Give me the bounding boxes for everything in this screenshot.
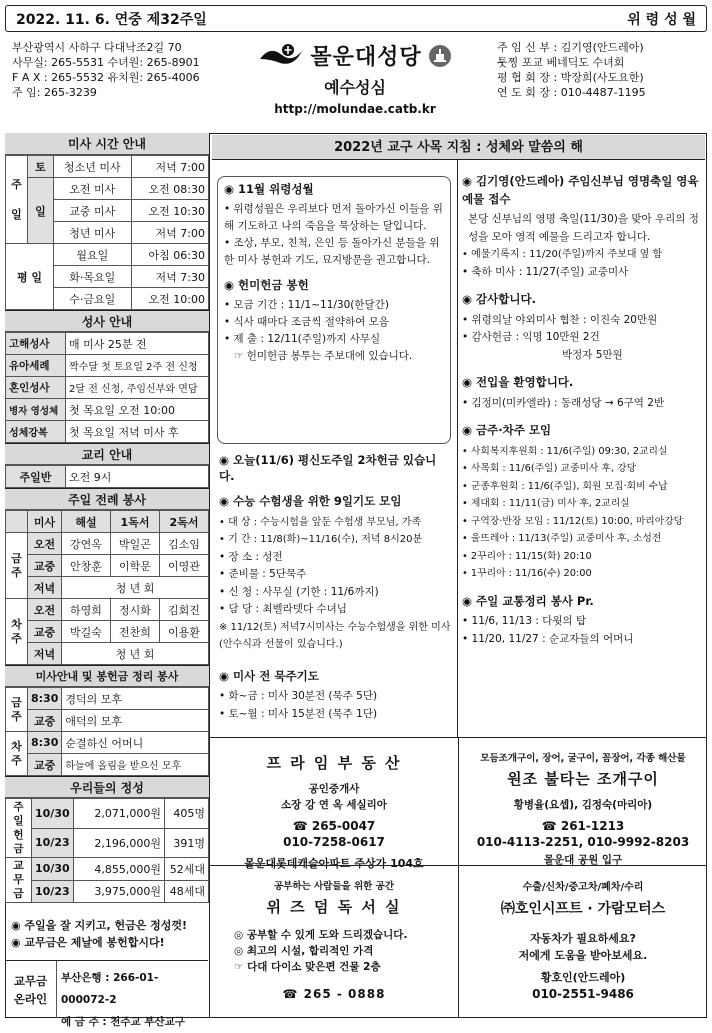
mass-time: 아침 06:30 bbox=[131, 244, 208, 266]
notice-item: • 감사헌금 : 익명 10만원 2건 bbox=[462, 329, 702, 347]
class-time: 오전 9시 bbox=[66, 466, 209, 488]
sacrament-title: 성사 안내 bbox=[5, 310, 209, 332]
ad-line: 공부하는 사람들을 위한 공간 bbox=[273, 881, 395, 892]
ad-motors bbox=[458, 865, 707, 1018]
rosary-notice bbox=[217, 654, 451, 724]
middle-column bbox=[217, 176, 451, 723]
gyomu-label: 교 무 금 bbox=[6, 858, 32, 903]
notice-item: • 제 출 : 12/11(주일)까지 사무실 bbox=[224, 331, 444, 348]
sacrament-info: 짝수달 첫 토요일 2주 전 신청 bbox=[66, 355, 209, 377]
sacrament-table bbox=[5, 332, 209, 443]
ad-line: 소장 강 연 옥 세실리아 bbox=[281, 799, 387, 811]
ad-line: 저에게 도움을 받아보세요. bbox=[518, 949, 648, 962]
guide-mass: 8:30 bbox=[28, 732, 62, 754]
notice-title: ◉ 헌미헌금 봉헌 bbox=[224, 278, 309, 292]
notice-item: • 11/20, 11/27 : 순교자들의 어머니 bbox=[462, 631, 702, 649]
next-week-label: 차 주 bbox=[6, 732, 28, 776]
notice-item: • 담 당 : 최벨라뎃다 수녀님 bbox=[219, 601, 451, 619]
notice-item: • 준비물 : 5단묵주 bbox=[219, 566, 451, 584]
notice-item: • 1꾸리아 : 11/16(수) 20:00 bbox=[462, 565, 702, 583]
mass-name: 교중 미사 bbox=[54, 200, 132, 222]
offering-title: 우리들의 정성 bbox=[5, 776, 209, 798]
phone-line: 주 임: 265-3239 bbox=[12, 86, 97, 99]
mass-time: 저녁 7:30 bbox=[131, 266, 208, 288]
church-subtitle: 예수성심 bbox=[324, 78, 386, 97]
guide-group: 순결하신 어머니 bbox=[62, 732, 209, 754]
sacrament-name: 병자 영성체 bbox=[6, 399, 66, 421]
sunday-label: 주 일 bbox=[6, 156, 28, 244]
ad-name: 위 즈 덤 독 서 실 bbox=[266, 898, 402, 916]
ad-address: 몰운대 공원 입구 bbox=[543, 854, 623, 866]
guide-mass: 교중 bbox=[28, 754, 62, 776]
sacrament-name: 고해성사 bbox=[6, 333, 66, 355]
ad-line: 모듬조개구이, 장어, 굴구이, 꼼장어, 각종 해산물 bbox=[480, 753, 686, 764]
duty-head: 1독서 bbox=[111, 511, 160, 533]
notice-note: ※ 11/12(토) 저녁7시미사는 수능수험생을 위한 미사 (안수식과 선물이 있습니다.) bbox=[219, 621, 451, 650]
notice-title: ◉ 금주·차주 모임 bbox=[462, 423, 552, 437]
guide-mass: 교중 bbox=[28, 710, 62, 732]
notice-item: • 김정미(미카엘라) : 동래성당 → 6구역 2반 bbox=[462, 395, 702, 413]
sacrament-info: 첫 목요일 오전 10:00 bbox=[66, 399, 209, 421]
notice-item: • 축하 미사 : 11/27(주일) 교중미사 bbox=[462, 264, 702, 282]
notice-item: • 화~금 : 미사 30분전 (묵주 5단) bbox=[219, 688, 451, 706]
notice-box bbox=[217, 176, 451, 444]
duty-group: 청 년 회 bbox=[62, 643, 209, 665]
column-divider bbox=[457, 160, 458, 737]
offering-count: 52세대 bbox=[165, 858, 209, 881]
offering-date: 10/30 bbox=[32, 799, 74, 829]
duty-person: 이학문 bbox=[111, 555, 160, 577]
month-theme: 위 령 성 월 bbox=[627, 11, 696, 28]
notice-item: • 장 소 : 성전 bbox=[219, 549, 451, 567]
mass-times-title: 미사 시간 안내 bbox=[5, 133, 209, 155]
online-box bbox=[5, 960, 208, 1028]
ad-phone: ☎ 265 - 0888 bbox=[282, 987, 386, 1001]
mass-name: 수·금요일 bbox=[54, 288, 132, 310]
notice-item: • 사목회 : 11/6(주일) 교중미사 후, 강당 bbox=[462, 460, 702, 478]
yeondo-line: 연 도 회 장 : 010-4487-1195 bbox=[497, 86, 646, 99]
notice-item: • 군종후원회 : 11/6(주일), 회원 모집·회비 수납 bbox=[462, 478, 702, 496]
guide-group: 하늘에 올림을 받으신 모후 bbox=[62, 754, 209, 776]
ad-phone: 010-4113-2251, 010-9992-8203 bbox=[476, 835, 690, 849]
ad-studyroom bbox=[210, 865, 458, 1018]
sisters-line: 툿찡 포교 베네딕도 수녀회 bbox=[497, 56, 625, 69]
notice-title: ◉ 11월 위령성월 bbox=[224, 182, 314, 196]
ad-phone: 010-7258-0617 bbox=[283, 835, 385, 849]
bank-account: 부산은행 : 266-01-000072-2 bbox=[61, 972, 159, 1006]
duty-person: 김소임 bbox=[160, 533, 209, 555]
main-title: 2022년 교구 사목 지침 : 성체와 말씀의 해 bbox=[212, 135, 705, 160]
duty-person: 박일곤 bbox=[111, 533, 160, 555]
duty-head: 해설 bbox=[62, 511, 111, 533]
notice-title: ◉ 미사 전 묵주기도 bbox=[219, 668, 319, 683]
notice-title: ◉ 수능 수험생을 위한 9일기도 모임 bbox=[219, 494, 402, 508]
offering-count: 48세대 bbox=[165, 880, 209, 903]
duty-head: 미사 bbox=[28, 511, 62, 533]
ad-line: ◎ 최고의 시설, 합리적인 가격 bbox=[234, 945, 374, 957]
ad-address: 몰운대롯데캐슬아파트 주상가 104호 bbox=[244, 857, 424, 870]
mass-time: 저녁 7:00 bbox=[131, 156, 208, 178]
ad-line: 자동차가 필요하세요? bbox=[530, 932, 636, 945]
ad-realestate bbox=[210, 737, 458, 870]
duty-head: 2독서 bbox=[160, 511, 209, 533]
this-week-label: 금 주 bbox=[6, 688, 28, 732]
duty-mass: 저녁 bbox=[28, 643, 62, 665]
mass-time: 오전 10:30 bbox=[131, 200, 208, 222]
notice-item: • 대 상 : 수능시험을 앞둔 수험생 부모님, 가족 bbox=[219, 514, 451, 532]
notice-item: • 구역장·반장 모임 : 11/12(토) 10:00, 마리아강당 bbox=[462, 513, 702, 531]
weekday-label: 평 일 bbox=[6, 244, 54, 310]
notice-title: ◉ 오늘(11/6) 평신도주일 2차헌금 있습니다. bbox=[219, 453, 437, 483]
mass-time: 저녁 7:00 bbox=[131, 222, 208, 244]
sun-label: 일 bbox=[28, 178, 54, 244]
right-column bbox=[462, 172, 702, 648]
duty-table bbox=[5, 510, 209, 665]
guide-group: 애덕의 모후 bbox=[62, 710, 209, 732]
offering-date: 10/30 bbox=[32, 858, 74, 881]
sacrament-name: 혼인성사 bbox=[6, 377, 66, 399]
sacrament-name: 유아세례 bbox=[6, 355, 66, 377]
duty-person: 안창훈 bbox=[62, 555, 111, 577]
class-name: 주일반 bbox=[6, 466, 66, 488]
notice-item: • 신 청 : 사무실 (기한 : 11/6까지) bbox=[219, 584, 451, 602]
catechism-title: 교리 안내 bbox=[5, 443, 209, 465]
notice-text: 본당 신부님의 영명 축일(11/30)을 맞아 우리의 정성을 모아 영적 예물을 드리고자 합니다. bbox=[468, 213, 699, 243]
ad-phone: ☎ 265-0047 bbox=[292, 819, 376, 833]
duty-mass: 저녁 bbox=[28, 577, 62, 599]
sunday-offering-label: 주일 헌금 bbox=[6, 799, 32, 858]
this-week-label: 금 주 bbox=[6, 533, 28, 599]
ad-name: 프 라 임 부 동 산 bbox=[266, 754, 402, 772]
notice-title: ◉ 김기영(안드레아) 주임신부님 영명축일 영육 예물 접수 bbox=[462, 174, 699, 206]
issue-date: 2022. 11. 6. 연중 제32주일 bbox=[16, 11, 207, 28]
mass-time: 오전 08:30 bbox=[131, 178, 208, 200]
duty-mass: 오전 bbox=[28, 533, 62, 555]
duty-mass: 교중 bbox=[28, 555, 62, 577]
offering-count: 405명 bbox=[165, 799, 209, 829]
sacrament-name: 성체강복 bbox=[6, 421, 66, 443]
sacrament-info: 2달 전 신청, 주임신부와 면담 bbox=[66, 377, 209, 399]
notice-item: • 예물기록지 : 11/20(주일)까지 주보대 옆 함 bbox=[462, 246, 702, 264]
offering-amount: 4,855,000원 bbox=[73, 858, 164, 881]
duty-person: 전찬희 bbox=[111, 621, 160, 643]
ad-line: 황호인(안드레아) bbox=[540, 971, 626, 984]
sacrament-info: 첫 목요일 저녁 미사 후 bbox=[66, 421, 209, 443]
duty-title: 주일 전례 봉사 bbox=[5, 488, 209, 510]
mass-time: 오전 10:00 bbox=[131, 288, 208, 310]
sat-label: 토 bbox=[28, 156, 54, 178]
mass-times-table bbox=[5, 155, 209, 310]
left-column bbox=[5, 133, 210, 1028]
notice-item: • 11/6, 11/13 : 다윗의 탑 bbox=[462, 613, 702, 631]
church-name: 몰운대성당 bbox=[310, 45, 422, 70]
offering-amount: 2,071,000원 bbox=[73, 799, 164, 829]
ad-phone: 010-2551-9486 bbox=[532, 987, 634, 1001]
duty-person: 강연옥 bbox=[62, 533, 111, 555]
phone-line: F A X : 265-5532 유치원: 265-4006 bbox=[12, 71, 200, 84]
notice-item: 박정자 5만원 bbox=[562, 348, 623, 361]
ad-line: ◎ 공부할 수 있게 도와 드리겠습니다. bbox=[234, 929, 408, 941]
guide-table bbox=[5, 687, 209, 776]
notice-item: • 위령성월은 우리보다 먼저 돌아가신 이들을 위해 기도하고 나의 죽음을 묵상하는 달입니다. bbox=[224, 201, 444, 235]
duty-person: 정시화 bbox=[111, 599, 160, 621]
catechism-table bbox=[5, 465, 209, 488]
clergy-info bbox=[497, 40, 702, 100]
notice-item: • 토~월 : 미사 15분전 (묵주 1단) bbox=[219, 706, 451, 724]
notice-item: • 식사 때마다 조금씩 절약하여 모음 bbox=[224, 314, 444, 331]
notice-item: • 사회복지후원회 : 11/6(주일) 09:30, 2교리실 bbox=[462, 443, 702, 461]
note-line: ◉ 교무금은 제날에 봉헌합시다! bbox=[11, 936, 165, 949]
duty-person: 하영희 bbox=[62, 599, 111, 621]
ad-name: ㈜호인시프트 · 가람모터스 bbox=[500, 901, 666, 917]
mass-name: 청소년 미사 bbox=[54, 156, 132, 178]
offering-date: 10/23 bbox=[32, 880, 74, 903]
ad-phone: ☎ 261-1213 bbox=[541, 819, 625, 833]
church-logo-icon bbox=[258, 41, 304, 71]
offering-date: 10/23 bbox=[32, 828, 74, 858]
suneung-notice bbox=[217, 487, 451, 654]
ad-clam bbox=[458, 737, 707, 865]
online-label: 교무금 온라인 bbox=[5, 961, 57, 1018]
guide-mass: 8:30 bbox=[28, 688, 62, 710]
mass-name: 청년 미사 bbox=[54, 222, 132, 244]
duty-person: 이영관 bbox=[160, 555, 209, 577]
ad-name: 원조 불타는 조개구이 bbox=[507, 770, 659, 788]
account-holder: 예 금 주 : 천주교 부산교구 bbox=[61, 1016, 185, 1028]
address-line: 부산광역시 사하구 다대낙조2길 70 bbox=[12, 41, 182, 54]
mass-name: 화·목요일 bbox=[54, 266, 132, 288]
ad-line: 공인중개사 bbox=[308, 783, 360, 795]
church-emblem-icon bbox=[428, 44, 452, 68]
sacrament-info: 매 미사 25분 전 bbox=[66, 333, 209, 355]
offering-table bbox=[5, 798, 209, 903]
duty-mass: 교중 bbox=[28, 621, 62, 643]
guide-title: 미사안내 및 봉헌금 정리 봉사 bbox=[5, 665, 209, 687]
notice-item: • 기 간 : 11/8(화)~11/16(수), 저녁 8시20분 bbox=[219, 531, 451, 549]
duty-group: 청 년 회 bbox=[62, 577, 209, 599]
duty-person: 김회진 bbox=[160, 599, 209, 621]
notice-title: ◉ 전입을 환영합니다. bbox=[462, 375, 574, 389]
ad-line: 수출/신차/중고차/폐차/수리 bbox=[522, 882, 644, 893]
offering-amount: 3,975,000원 bbox=[73, 880, 164, 903]
mass-name: 오전 미사 bbox=[54, 178, 132, 200]
pastor-line: 주 임 신 부 : 김기영(안드레아) bbox=[497, 41, 644, 54]
offering-amount: 2,196,000원 bbox=[73, 828, 164, 858]
notice-item: • 조상, 부모, 친척, 은인 등 돌아가신 분들을 위한 미사 봉헌과 기도, 묘지방문을 권고합니다. bbox=[224, 235, 444, 269]
offering-count: 391명 bbox=[165, 828, 209, 858]
council-line: 평 협 회 장 : 박장희(사도요한) bbox=[497, 71, 644, 84]
ad-line: ☞ 다대 다이소 맞은편 건물 2층 bbox=[234, 961, 381, 973]
duty-person: 박길숙 bbox=[62, 621, 111, 643]
next-week-label: 차 주 bbox=[6, 599, 28, 665]
notice-item: • 모금 기간 : 11/1~11/30(한달간) bbox=[224, 297, 444, 314]
duty-person: 이용환 bbox=[160, 621, 209, 643]
church-url[interactable]: http://molundae.catb.kr bbox=[274, 102, 436, 116]
notice-item: • 2꾸리아 : 11/15(화) 20:10 bbox=[462, 548, 702, 566]
notice-item: • 제대회 : 11/11(금) 미사 후, 2교리실 bbox=[462, 495, 702, 513]
phone-line: 사무실: 265-5531 수녀원: 265-8901 bbox=[12, 56, 200, 69]
notice-note: ☞ 헌미헌금 봉투는 주보대에 있습니다. bbox=[234, 350, 413, 362]
mass-name: 월요일 bbox=[54, 244, 132, 266]
notice-item: • 울뜨레아 : 11/13(주일) 교중미사 후, 소성전 bbox=[462, 530, 702, 548]
contact-info bbox=[12, 40, 227, 100]
duty-mass: 오전 bbox=[28, 599, 62, 621]
notice-title: ◉ 감사합니다. bbox=[462, 292, 536, 306]
note-line: ◉ 주일을 잘 지키고, 헌금은 정성껏! bbox=[11, 919, 188, 932]
guide-group: 경덕의 모후 bbox=[62, 688, 209, 710]
notice-title: ◉ 주일 교통정리 봉사 Pr. bbox=[462, 593, 594, 608]
offering-notes bbox=[5, 903, 209, 951]
top-bar bbox=[5, 5, 707, 32]
notice-item: • 위령의날 야외미사 협찬 : 이진숙 20만원 bbox=[462, 312, 702, 330]
church-header bbox=[250, 40, 460, 116]
ad-line: 황병율(요셉), 김정숙(마리아) bbox=[513, 799, 653, 811]
